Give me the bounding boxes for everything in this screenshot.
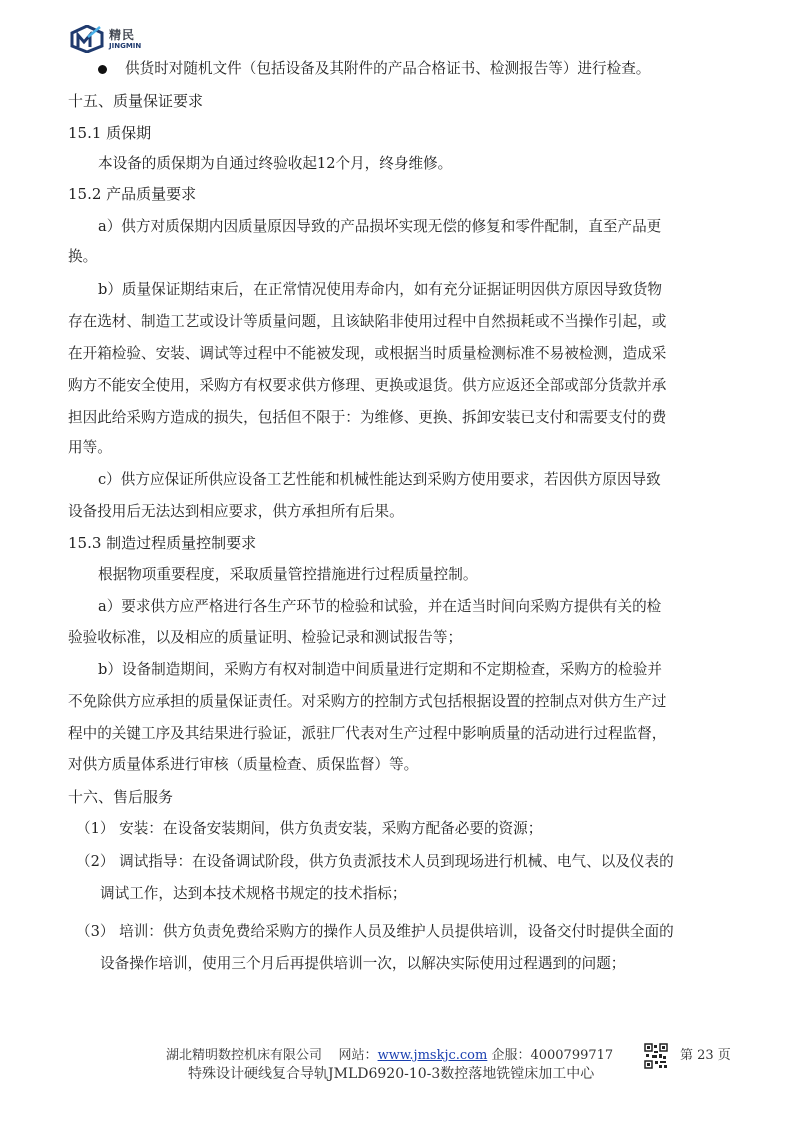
paragraph-15-2-a-line: 换。 <box>68 248 98 265</box>
paragraph-15-3-intro: 根据物项重要程度，采取质量管控措施进行过程质量控制。 <box>98 566 478 583</box>
subsection-heading-15-3: 15.3 制造过程质量控制要求 <box>68 534 257 552</box>
footer-service-number: 企服：4000799717 <box>491 1048 614 1063</box>
service-item-commissioning: （2） 调试指导：在设备调试阶段，供方负责派技术人员到现场进行机械、电气、以及仪表的 <box>76 853 674 870</box>
section-heading-15: 十五、质量保证要求 <box>68 92 204 110</box>
service-item-training-cont: 设备操作培训，使用三个月后再提供培训一次，以解决实际使用过程遇到的问题； <box>100 955 626 972</box>
paragraph-15-3-b-line: 不免除供方应承担的质量保证责任。对采购方的控制方式包括根据设置的控制点对供方生产过 <box>68 693 667 710</box>
service-item-installation: （1） 安装：在设备安装期间，供方负责安装，采购方配备必要的资源； <box>76 820 543 837</box>
paragraph-15-2-b-line: 购方不能安全使用，采购方有权要求供方修理、更换或退货。供方应返还全部或部分货款并承 <box>68 377 667 394</box>
paragraph-15-2-a-line: a）供方对质保期内因质量原因导致的产品损坏实现无偿的修复和零件配制，直至产品更 <box>98 218 662 235</box>
footer-company: 湖北精明数控机床有限公司 <box>166 1048 323 1063</box>
paragraph-15-3-a-line: a）要求供方应严格进行各生产环节的检验和试验，并在适当时间向采购方提供有关的检 <box>98 598 662 615</box>
section-heading-16: 十六、售后服务 <box>68 788 174 806</box>
subsection-heading-15-2: 15.2 产品质量要求 <box>68 185 197 203</box>
jingmin-logo-icon <box>70 25 104 53</box>
page-number: 第 23 页 <box>680 1048 731 1063</box>
subsection-heading-15-1: 15.1 质保期 <box>68 124 152 142</box>
service-item-commissioning-cont: 调试工作，达到本技术规格书规定的技术指标； <box>100 885 407 902</box>
paragraph-15-3-b-line: 对供方质量体系进行审核（质量检查、质保监督）等。 <box>68 756 419 773</box>
paragraph-15-3-b-line: 程中的关键工序及其结果进行验证，派驻厂代表对生产过程中影响质量的活动进行过程监督， <box>68 725 667 742</box>
paragraph-15-2-c-line: c）供方应保证所供应设备工艺性能和机械性能达到采购方使用要求，若因供方原因导致 <box>98 471 661 488</box>
paragraph-15-2-b-line: 在开箱检验、安装、调试等过程中不能被发现，或根据当时质量检测标准不易被检测，造成采 <box>68 345 667 362</box>
service-item-training: （3） 培训：供方负责免费给采购方的操作人员及维护人员提供培训，设备交付时提供全面的 <box>76 923 674 940</box>
logo-chinese-text: 精民 <box>109 27 136 42</box>
paragraph-warranty: 本设备的质保期为自通过终验收起12个月，终身维修。 <box>98 155 453 172</box>
paragraph-15-2-b-line: 存在选材、制造工艺或设计等质量问题，且该缺陷非使用过程中自然损耗或不当操作引起，或 <box>68 313 667 330</box>
paragraph-15-3-b-line: b）设备制造期间，采购方有权对制造中间质量进行定期和不定期检查，采购方的检验并 <box>98 661 662 678</box>
paragraph-15-3-a-line: 验验收标准，以及相应的质量证明、检验记录和测试报告等； <box>68 629 463 646</box>
bullet-icon <box>98 65 107 74</box>
footer-website-label: 网站： <box>338 1048 378 1063</box>
paragraph-15-2-b-line: b）质量保证期结束后，在正常情况使用寿命内，如有充分证据证明因供方原因导致货物 <box>98 281 662 298</box>
footer-product-name: 特殊设计硬线复合导轨JMLD6920-10-3数控落地铣镗床加工中心 <box>188 1066 595 1082</box>
company-logo <box>70 24 141 54</box>
paragraph-15-2-b-line: 用等。 <box>68 439 112 456</box>
bullet-item: 供货时对随机文件（包括设备及其附件的产品合格证书、检测报告等）进行检查。 <box>125 60 651 77</box>
logo-english-text: JINGMIN <box>109 41 142 50</box>
footer-line-1 <box>166 1044 613 1063</box>
paragraph-15-2-b-line: 担因此给采购方造成的损失，包括但不限于：为维修、更换、拆卸安装已支付和需要支付的费 <box>68 409 667 426</box>
paragraph-15-2-c-line: 设备投用后无法达到相应要求，供方承担所有后果。 <box>68 503 404 520</box>
qr-code-icon <box>644 1043 668 1069</box>
footer-website-link[interactable]: www.jmskjc.com <box>377 1048 488 1063</box>
